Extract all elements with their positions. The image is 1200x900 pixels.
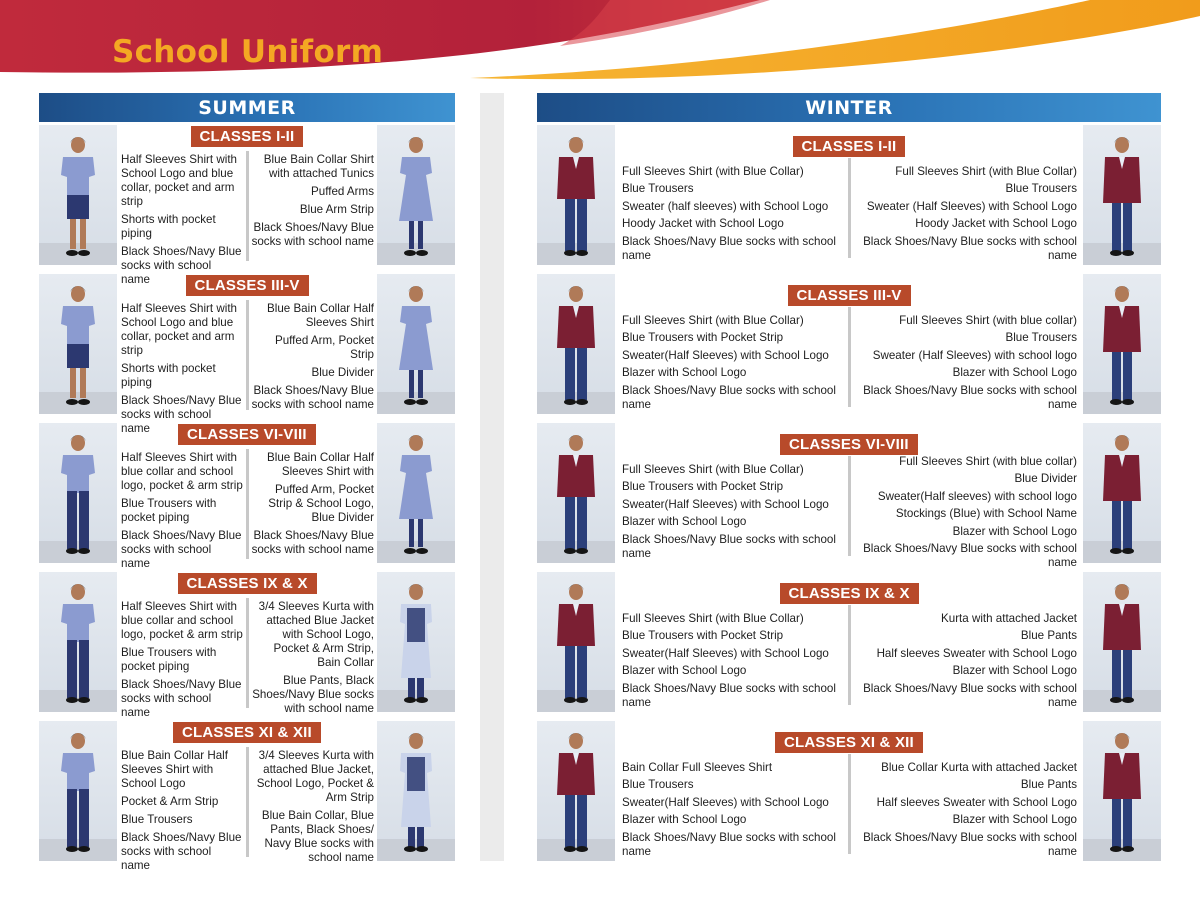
student-figure [377, 125, 455, 265]
uniform-item: Half sleeves Sweater with School Logo [876, 646, 1077, 660]
boy-photo [537, 274, 615, 414]
summer-section [39, 93, 455, 872]
uniform-item: Blue Collar Kurta with attached Jacket [881, 761, 1077, 774]
summer-class-row [39, 423, 455, 570]
uniform-item: Blue Bain Collar, Blue Pants, Black Shoes/ Navy Blue socks with school name [261, 809, 374, 864]
student-figure [537, 572, 615, 712]
uniform-item: Black Shoes/Navy Blue socks with school name [121, 394, 242, 435]
uniform-item: Black Shoes/Navy Blue socks with school name [251, 221, 374, 248]
uniform-item: Blue Trousers with Pocket Strip [622, 480, 784, 494]
winter-class-row [537, 423, 1161, 569]
class-badge: CLASSES III-V [186, 275, 309, 296]
uniform-item: Blue Trousers with pocket piping [121, 646, 217, 673]
boy-uniform-text [622, 165, 844, 263]
girl-uniform-text [857, 314, 1077, 412]
boy-uniform-text [622, 314, 844, 412]
student-figure [377, 721, 455, 861]
uniform-item: Blue Trousers [1005, 331, 1077, 345]
uniform-item: Puffed Arms [311, 185, 374, 198]
class-badge: CLASSES XI & XII [173, 722, 321, 743]
uniform-item: Black Shoes/Navy Blue socks with school name [863, 234, 1077, 262]
uniform-item: Half Sleeves Shirt with School Logo and blue collar, pocket and arm strip [121, 153, 237, 208]
uniform-item: Blue Trousers [121, 813, 193, 826]
summer-class-row [39, 572, 455, 719]
winter-section [537, 93, 1161, 861]
student-figure [39, 572, 117, 712]
class-badge: CLASSES VI-VIII [178, 424, 316, 445]
student-figure [39, 274, 117, 414]
uniform-item: Black Shoes/Navy Blue socks with school name [121, 678, 242, 719]
boy-photo [39, 125, 117, 265]
uniform-item: Hoody Jacket with School Logo [622, 217, 784, 231]
uniform-item: Full Sleeves Shirt (with blue collar) [899, 455, 1077, 468]
uniform-item: Black Shoes/Navy Blue socks with school name [622, 830, 836, 858]
column-separator [848, 158, 851, 258]
girl-uniform-text [857, 612, 1077, 710]
boy-uniform-text [622, 612, 844, 710]
uniform-item: Blue Trousers with Pocket Strip [622, 629, 784, 643]
uniform-item: Kurta with attached Jacket [941, 612, 1077, 625]
girl-uniform-text [857, 761, 1077, 859]
student-figure [537, 274, 615, 414]
uniform-item: Black Shoes/Navy Blue socks with school name [622, 234, 836, 262]
boy-photo [537, 572, 615, 712]
uniform-item: Blazer with School Logo [622, 515, 747, 529]
uniform-item: Blue Trousers [1005, 182, 1077, 196]
uniform-item: Blue Trousers with pocket piping [121, 497, 217, 524]
boy-photo [39, 572, 117, 712]
uniform-item: Shorts with pocket piping [121, 213, 216, 240]
uniform-item: Sweater (half sleeves) with School Logo [622, 199, 829, 213]
boy-photo [537, 721, 615, 861]
uniform-item: Half Sleeves Shirt with School Logo and blue collar, pocket and arm strip [121, 302, 237, 357]
column-separator [246, 449, 249, 559]
winter-class-row [537, 572, 1161, 712]
column-separator [848, 605, 851, 705]
student-figure [1083, 721, 1161, 861]
girl-uniform-text [857, 455, 1077, 570]
boy-uniform-text [622, 463, 844, 561]
uniform-item: Blazer with School Logo [622, 366, 747, 380]
uniform-item: Full Sleeves Shirt (with blue collar) [899, 314, 1077, 327]
girl-uniform-text [251, 451, 374, 557]
uniform-item: Puffed Arm, Pocket Strip & School Logo, Blue Divider [268, 483, 374, 524]
uniform-item: Half sleeves Sweater with School Logo [876, 795, 1077, 809]
student-figure [537, 721, 615, 861]
uniform-item: Black Shoes/Navy Blue socks with school name [863, 541, 1077, 569]
uniform-item: Full Sleeves Shirt (with Blue Collar) [622, 165, 804, 178]
uniform-item: Blue Trousers with Pocket Strip [622, 331, 784, 345]
student-figure [377, 423, 455, 563]
boy-uniform-text [121, 153, 243, 287]
class-badge: CLASSES XI & XII [775, 732, 923, 753]
uniform-item: Puffed Arm, Pocket Strip [274, 334, 374, 361]
summer-class-row [39, 721, 455, 872]
girl-photo [377, 274, 455, 414]
student-figure [377, 274, 455, 414]
winter-class-row [537, 274, 1161, 414]
class-badge: CLASSES IX & X [780, 583, 919, 604]
boy-photo [537, 423, 615, 563]
uniform-item: Pocket & Arm Strip [121, 795, 219, 808]
girl-photo [377, 721, 455, 861]
uniform-item: Blue Pants, Black Shoes/Navy Blue socks with school name [252, 674, 374, 715]
girl-uniform-text [251, 749, 374, 865]
girl-photo [377, 125, 455, 265]
girl-photo [1083, 274, 1161, 414]
boy-photo [39, 423, 117, 563]
winter-rows [537, 125, 1161, 861]
girl-photo [1083, 423, 1161, 563]
section-divider [480, 93, 504, 861]
uniform-item: Blue Pants [1020, 629, 1077, 643]
uniform-item: Sweater(Half Sleeves) with School Logo [622, 348, 829, 362]
student-figure [537, 423, 615, 563]
uniform-item: Blue Divider [1014, 472, 1077, 486]
uniform-item: Sweater(Half Sleeves) with School Logo [622, 497, 829, 511]
uniform-item: Full Sleeves Shirt (with Blue Collar) [622, 463, 804, 476]
girl-photo [377, 572, 455, 712]
column-separator [848, 456, 851, 556]
uniform-item: Shorts with pocket piping [121, 362, 216, 389]
uniform-item: Blazer with School Logo [622, 813, 747, 827]
boy-uniform-text [121, 600, 243, 720]
uniform-item: Black Shoes/Navy Blue socks with school name [863, 681, 1077, 709]
uniform-item: Blazer with School Logo [952, 813, 1077, 827]
uniform-item: Blue Trousers [622, 182, 694, 196]
uniform-item: Sweater(Half Sleeves) with School Logo [622, 646, 829, 660]
boy-uniform-text [121, 302, 243, 436]
uniform-item: Black Shoes/Navy Blue socks with school name [251, 384, 374, 411]
uniform-item: Blue Trousers [622, 778, 694, 792]
column-separator [246, 151, 249, 261]
uniform-item: Blue Bain Collar Half Sleeves Shirt with School Logo [121, 749, 228, 790]
uniform-item: Black Shoes/Navy Blue socks with school name [121, 529, 242, 570]
uniform-item: Sweater (Half Sleeves) with school logo [872, 348, 1077, 362]
winter-class-row [537, 125, 1161, 265]
uniform-item: Black Shoes/Navy Blue socks with school name [863, 830, 1077, 858]
uniform-item: Blue Pants [1020, 778, 1077, 792]
summer-header: SUMMER [39, 93, 455, 122]
uniform-item: Blue Bain Collar Half Sleeves Shirt with [267, 451, 374, 478]
column-separator [246, 300, 249, 410]
girl-photo [1083, 721, 1161, 861]
girl-photo [377, 423, 455, 563]
uniform-item: Half Sleeves Shirt with blue collar and school logo, pocket & arm strip [121, 451, 243, 492]
boy-photo [39, 721, 117, 861]
uniform-item: Bain Collar Full Sleeves Shirt [622, 761, 773, 774]
student-figure [1083, 274, 1161, 414]
uniform-item: Black Shoes/Navy Blue socks with school name [863, 383, 1077, 411]
column-separator [848, 754, 851, 854]
girl-photo [1083, 572, 1161, 712]
student-figure [537, 125, 615, 265]
uniform-item: Blue Arm Strip [299, 203, 374, 216]
uniform-item: 3/4 Sleeves Kurta with attached Blue Jacket with School Logo, Pocket & Arm Strip, Bain Collar [258, 600, 374, 669]
boy-uniform-text [121, 451, 243, 571]
winter-header: WINTER [537, 93, 1161, 122]
uniform-item: Blazer with School Logo [952, 366, 1077, 380]
uniform-item: Blazer with School Logo [952, 524, 1077, 538]
uniform-item: Blue Bain Collar Shirt with attached Tunics [263, 153, 374, 180]
class-badge: CLASSES I-II [191, 126, 304, 147]
student-figure [39, 125, 117, 265]
uniform-item: Hoody Jacket with School Logo [915, 217, 1077, 231]
uniform-item: Sweater(Half sleeves) with school logo [877, 489, 1077, 503]
uniform-item: Black Shoes/Navy Blue socks with school name [121, 245, 242, 286]
uniform-item: Black Shoes/Navy Blue socks with school name [622, 681, 836, 709]
girl-uniform-text [251, 600, 374, 716]
student-figure [1083, 423, 1161, 563]
class-badge: CLASSES III-V [788, 285, 911, 306]
uniform-item: Blazer with School Logo [952, 664, 1077, 678]
uniform-item: Full Sleeves Shirt (with Blue Collar) [622, 612, 804, 625]
column-separator [246, 747, 249, 857]
class-badge: CLASSES IX & X [178, 573, 317, 594]
page-title: School Uniform [112, 34, 384, 70]
student-figure [1083, 572, 1161, 712]
class-badge: CLASSES VI-VIII [780, 434, 918, 455]
uniform-item: Blue Bain Collar Half Sleeves Shirt [267, 302, 374, 329]
boy-photo [39, 274, 117, 414]
column-separator [246, 598, 249, 708]
uniform-item: Black Shoes/Navy Blue socks with school name [622, 383, 836, 411]
uniform-item: Black Shoes/Navy Blue socks with school name [121, 831, 242, 872]
boy-photo [537, 125, 615, 265]
girl-uniform-text [251, 153, 374, 249]
uniform-item: Full Sleeves Shirt (with Blue Collar) [895, 165, 1077, 178]
winter-class-row [537, 721, 1161, 861]
uniform-item: Stockings (Blue) with School Name [895, 507, 1077, 521]
uniform-item: Sweater (Half Sleeves) with School Logo [866, 199, 1077, 213]
student-figure [39, 721, 117, 861]
column-separator [848, 307, 851, 407]
uniform-item: Half Sleeves Shirt with blue collar and school logo, pocket & arm strip [121, 600, 243, 641]
uniform-item: Black Shoes/Navy Blue socks with school name [251, 529, 374, 556]
uniform-item: 3/4 Sleeves Kurta with attached Blue Jacket, School Logo, Pocket & Arm Strip [256, 749, 374, 804]
girl-uniform-text [251, 302, 374, 412]
uniform-item: Full Sleeves Shirt (with Blue Collar) [622, 314, 804, 327]
class-badge: CLASSES I-II [793, 136, 906, 157]
girl-uniform-text [857, 165, 1077, 263]
student-figure [39, 423, 117, 563]
girl-photo [1083, 125, 1161, 265]
boy-uniform-text [121, 749, 243, 873]
summer-rows [39, 125, 455, 872]
uniform-item: Black Shoes/Navy Blue socks with school name [622, 532, 836, 560]
boy-uniform-text [622, 761, 844, 859]
uniform-item: Blue Divider [311, 366, 374, 379]
student-figure [377, 572, 455, 712]
uniform-item: Blazer with School Logo [622, 664, 747, 678]
student-figure [1083, 125, 1161, 265]
uniform-item: Sweater(Half Sleeves) with School Logo [622, 795, 829, 809]
